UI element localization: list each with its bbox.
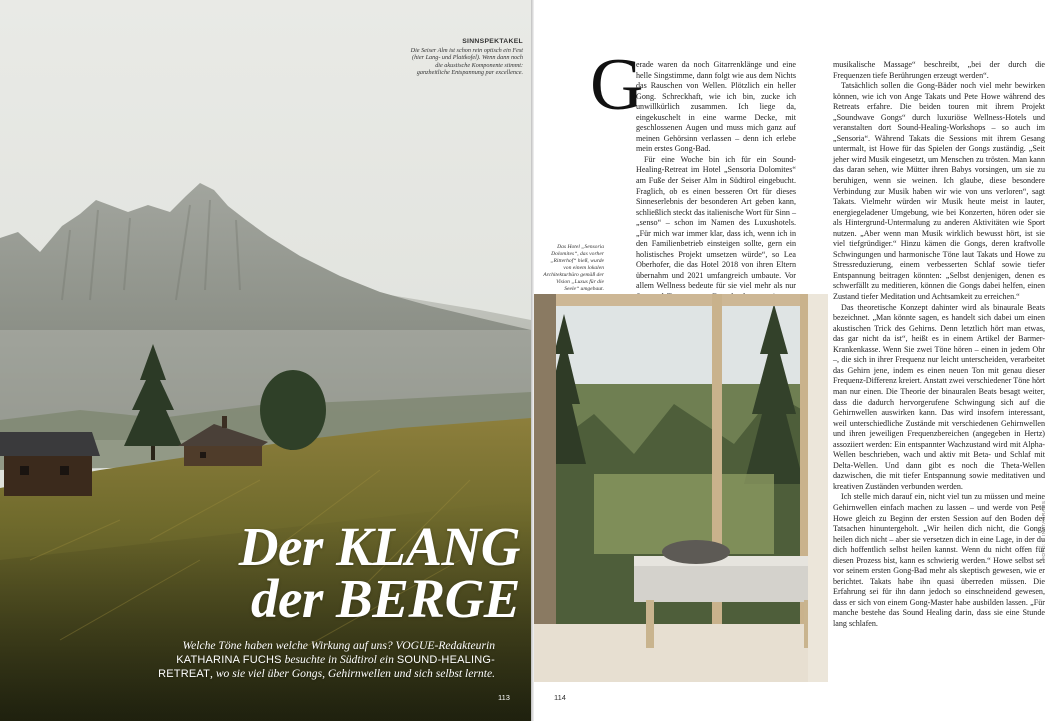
deck-part-3: , wo sie viel über Gongs, Gehirnwellen und sich selbst lernte. bbox=[210, 667, 495, 681]
column2-paragraph-2: Tatsächlich sollen die Gong-Bäder noch viel mehr bewirken können, wie ich von Ange Takats und Pete Howe während des Retreats erfahre. Die beiden touren mit ihrem Projekt „Soundwave Gongs“ durch luxuriöse Wellness-Hotels und veranstalten dort Sound-Healing-Workshops – so auch im „Sensoria“. Während Takats die Sessions mit ihrem Gesang untermalt, ist Howe für das Spielen der Gongs zuständig. „Seit jeher wird Musik eingesetzt, um Menschen zu trösten. Man kann das daran sehen, wie Mütter ihren Babys vorsingen, um sie zu beruhigen, wenn sie weinen. Ich glaube, diese besondere Verbindung zur Musik haben wir wie von uns verloren“, sagt Takats. Vielmehr würden wir Musik heute meist in lauter, energiegeladener Umgebung, wie bei Konzerten, hören oder sie als Hintergrund-Untermalung zu anderen Aktivitäten wie Sport nutzen. „Aber wenn man Musik wirklich bewusst hört, ist sie viel tiefgründiger.“ Hinzu kämen die Gongs, deren kraftvolle Schwingungen und harmonische Töne laut Takats und Howe zu Stressreduzierung, einem verbesserten Schlaf sowie tiefer Entspannung beitragen könnten: „Selbst denjenigen, denen es schwerfällt zu meditieren, können die Gongs dabei helfen, einen Zustand tiefer Meditation und Achtsamkeit zu erreichen.“ bbox=[833, 81, 1045, 302]
headline bbox=[140, 516, 520, 629]
left-page bbox=[0, 0, 531, 721]
headline-line-1: Der KLANG bbox=[238, 516, 520, 577]
sidebar-label: SINNSPEKTAKEL bbox=[462, 38, 523, 45]
deck-part-2: besuchte in Südtirol ein bbox=[281, 652, 397, 666]
article-deck bbox=[140, 639, 495, 682]
headline-line-2: der BERGE bbox=[250, 568, 520, 629]
sidebar-caption bbox=[408, 38, 523, 77]
deck-part-1: Welche Töne haben welche Wirkung auf uns? VOGUE-Redakteurin bbox=[182, 639, 495, 652]
deck-author: KATHARINA FUCHS bbox=[176, 653, 282, 666]
deciduous-tree bbox=[260, 370, 326, 450]
column2-paragraph-1: musikalische Massage“ beschreibt, „bei der durch die Frequenzen tiefe Berührungen erzeugt werden“. bbox=[833, 60, 1045, 80]
drop-cap: G bbox=[590, 44, 644, 126]
page-number-right: 114 bbox=[554, 693, 566, 702]
wooden-hut-left bbox=[0, 432, 100, 496]
deck-event: SOUND-HEALING-RETREAT bbox=[158, 653, 495, 681]
room-photo-illustration bbox=[534, 294, 828, 682]
text-column-2 bbox=[833, 60, 1045, 680]
photo-caption: Das Hotel „Sensoria Dolomites“, das vorher „Ritterhof“ hieß, wurde von einem lokalen Architekturbüro gemäß der Vision „Luxus für die Seele“ umgebaut. bbox=[543, 244, 604, 292]
text-column-1 bbox=[636, 60, 796, 290]
column2-paragraph-3: Das theoretische Konzept dahinter wird als binaurale Beats bezeichnet. „Man könnte sagen, es handelt sich dabei um einen akustischen Trick des Gehirns. Denn letztlich hört man etwas, das gar nicht da ist“, heißt es in einem Artikel der Barmer-Krankenkasse. Wenn Sie zwei Töne hören – einen in jedem Ohr –, die sich in ihrer Frequenz nur leicht unterscheiden, verarbeitet das Gehirn jene, indem es einen neuen Ton mit genau dieser Frequenz-Differenz kreiert. Anstatt zwei verschiedener Töne hört man nur einen. Die Theorie der binauralen Beats besagt weiter, dass die dadurch hervorgerufene Schwingung sich auf die Gehirnwellen auswirken kann. Das wird insofern interessant, weil unterschiedliche Zustände mit verschiedenen Gehirnwellen und ihren jeweiligen Frequenzbereichen (angegeben in Hertz) assoziiert werden: Ein entspannter Wachzustand wird mit Alpha-Wellen beschrieben, wach und aktiv mit Beta- und Schlaf mit Delta-Wellen. Und dann gibt es noch die Theta-Wellen dazwischen, die mit tiefer Entspannung sowie meditativen und kreativen Zuständen verbunden werden. bbox=[833, 302, 1045, 491]
photo-credit: FOTO: © INSTAGRAMS bbox=[1042, 500, 1047, 560]
column1-paragraph-2: Für eine Woche bin ich für ein Sound-Healing-Retreat im Hotel „Sensoria Dolomites“ am Fuße der Seiser Alm in Südtirol eingebucht. Fraglich, ob es einen besseren Ort für dieses Sinneserlebnis der besonderen Art geben kann, schließlich steckt das italienische Wort für Sinn – „senso“ – schon im Namen des Luxushotels. „Für mich war immer klar, dass ich, wenn ich in den Familienbetrieb einsteigen sollte, gern ein holistisches Projekt umsetzen würde“, so Lea Oberhofer, die das Hotel 2018 von ihren Eltern übernahm und 2021 umfangreich umbaute. Vor allem Wellness bedeute für sie viel mehr als nur bbox=[636, 154, 796, 291]
page-number-left: 113 bbox=[498, 693, 510, 702]
right-page bbox=[534, 0, 1063, 721]
column1-paragraph-1: erade waren da noch Gitarrenklänge und eine helle Singstimme, dann folgt wie aus dem Nichts das Rauschen von Wellen. Plötzlich ein heller Gong. Schreckhaft, wie ich bin, zucke ich unwillkürlich zusammen. Ich liege da, eingekuschelt in eine warme Decke, mit geschlossenen Augen und muss mich ganz auf meinen Gehörsinn verlassen – denn ich erlebe mein erstes Gong-Bad. bbox=[636, 60, 796, 154]
sidebar-text: Die Seiser Alm ist schon rein optisch ein Fest (hier Lang- und Plattkofel). Wenn dann noch die akustische Komponente stimmt: ganzheitliche Entspannung par excellence. bbox=[410, 46, 523, 77]
relaxation-room-photo bbox=[534, 294, 828, 682]
column2-paragraph-4: Ich stelle mich darauf ein, nicht viel tun zu müssen und meine Gehirnwellen einfach machen zu lassen – und werde von Pete Howe gleich zu Beginn der ersten Session auf den Boden der Tatsachen hinuntergeholt. „Wir heilen dich nicht, die Gongs heilen dich nicht – aber sie versetzen dich in eine Lage, in der du dich hoffentlich selbst heilen kannst. Wenn du nicht offen für diesen Prozess bist, kann es schwierig werden.“ Howe selbst sei vor seinem ersten Gong-Bad mehr als skeptisch gewesen, wie er berichtet. Takats habe ihn quasi überreden müssen. Die Erfahrung sei für ihn dann jedoch so einschneidend gewesen, dass er sich von einem Gong-Master habe ausbilden lassen. „Für manche bestehe das Sound Healing darin, dass sie eine Stunde lang schlafen. bbox=[833, 492, 1045, 628]
